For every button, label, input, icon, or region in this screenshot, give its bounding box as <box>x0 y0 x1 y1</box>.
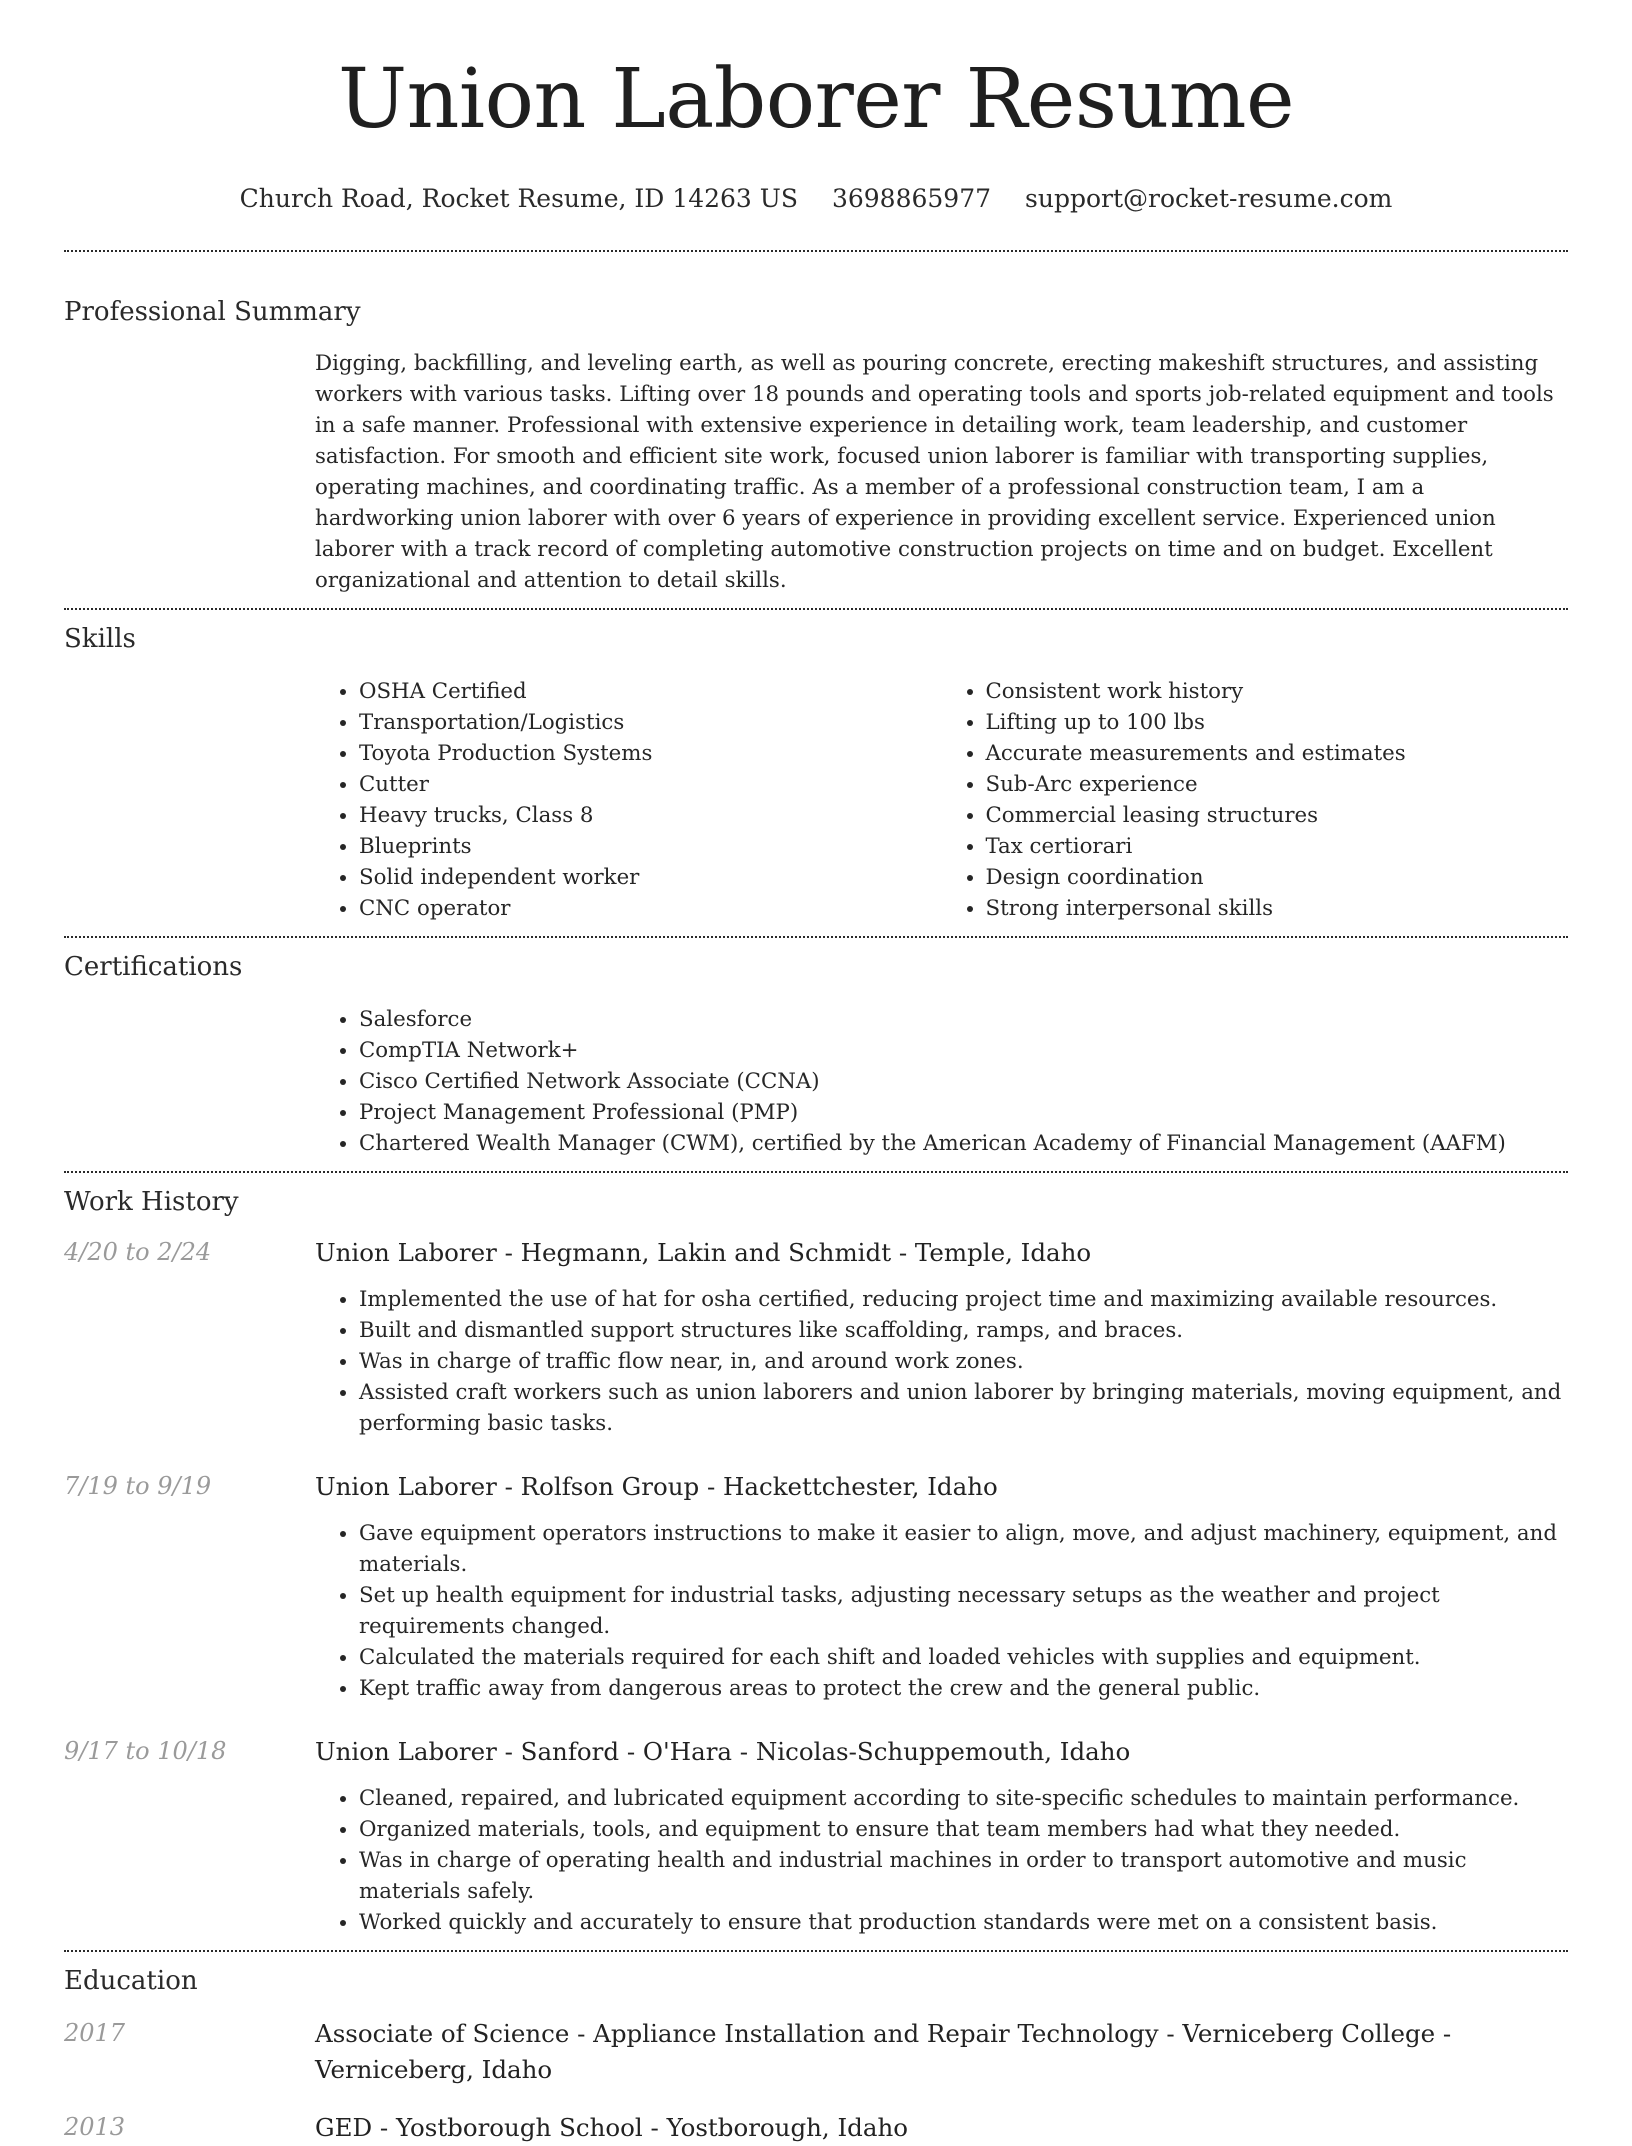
summary-section <box>64 252 1568 596</box>
job-title: Union Laborer - Rolfson Group - Hackettchester, Idaho <box>315 1472 998 1501</box>
job-dates: 4/20 to 2/24 <box>64 1238 212 1266</box>
job-bullet: • Organized materials, tools, and equipment to ensure that team members had what they needed. <box>359 1814 1568 1845</box>
skill-item: • Design coordination <box>986 862 1569 893</box>
certification-item: • Chartered Wealth Manager (CWM), certified by the American Academy of Financial Management (AAFM) <box>359 1128 1568 1159</box>
skill-item: • Heavy trucks, Class 8 <box>359 800 942 831</box>
job-bullet: • Assisted craft workers such as union laborers and union laborer by bringing materials, moving equipment, and performing basic tasks. <box>359 1377 1568 1439</box>
skill-item: • Cutter <box>359 769 942 800</box>
job-bullets <box>315 1518 1568 1704</box>
job-bullet: • Set up health equipment for industrial tasks, adjusting necessary setups as the weather and project requirements changed. <box>359 1580 1568 1642</box>
education-entry <box>64 2016 1568 2088</box>
job-bullet: • Built and dismantled support structures like scaffolding, ramps, and braces. <box>359 1315 1568 1346</box>
job-dates: 7/19 to 9/19 <box>64 1472 212 1500</box>
skills-list-right <box>942 676 1569 924</box>
job-entry <box>64 1235 1568 1439</box>
contact-phone: 3698865977 <box>831 184 992 213</box>
job-details <box>315 1235 1568 1439</box>
skill-item: • OSHA Certified <box>359 676 942 707</box>
education-year: 2013 <box>64 2113 126 2141</box>
skills-section <box>64 610 1568 924</box>
certification-item: • Cisco Certified Network Associate (CCNA) <box>359 1066 1568 1097</box>
certification-item: • CompTIA Network+ <box>359 1035 1568 1066</box>
skill-item: • CNC operator <box>359 893 942 924</box>
education-heading: Education <box>64 1966 198 1996</box>
work-heading: Work History <box>64 1187 239 1217</box>
job-bullet: • Calculated the materials required for each shift and loaded vehicles with supplies and equipment. <box>359 1642 1568 1673</box>
certification-item: • Salesforce <box>359 1004 1568 1035</box>
job-bullet: • Implemented the use of hat for osha certified, reducing project time and maximizing available resources. <box>359 1284 1568 1315</box>
education-title: GED - Yostborough School - Yostborough, Idaho <box>315 2113 908 2142</box>
job-bullet: • Was in charge of operating health and industrial machines in order to transport automotive and music materials safely. <box>359 1845 1568 1907</box>
work-section <box>64 1173 1568 1938</box>
contact-address: Church Road, Rocket Resume, ID 14263 US <box>239 184 798 213</box>
job-entry <box>64 1469 1568 1704</box>
education-section <box>64 1952 1568 2146</box>
education-entries <box>64 2016 1568 2146</box>
job-bullet: • Was in charge of traffic flow near, in, and around work zones. <box>359 1346 1568 1377</box>
job-bullets <box>315 1783 1568 1938</box>
education-entry <box>64 2110 1568 2146</box>
job-bullet: • Gave equipment operators instructions to make it easier to align, move, and adjust machinery, equipment, and materials. <box>359 1518 1568 1580</box>
job-dates: 9/17 to 10/18 <box>64 1737 227 1765</box>
summary-heading: Professional Summary <box>64 297 361 327</box>
skill-item: • Blueprints <box>359 831 942 862</box>
skills-grid <box>315 676 1568 924</box>
certification-item: • Project Management Professional (PMP) <box>359 1097 1568 1128</box>
certifications-section <box>64 938 1568 1159</box>
job-details <box>315 1469 1568 1704</box>
skills-heading: Skills <box>64 624 136 654</box>
skill-item: • Lifting up to 100 lbs <box>986 707 1569 738</box>
job-bullet: • Kept traffic away from dangerous areas to protect the crew and the general public. <box>359 1673 1568 1704</box>
job-bullets <box>315 1284 1568 1439</box>
resume-title: Union Laborer Resume <box>337 52 1295 147</box>
skill-item: • Accurate measurements and estimates <box>986 738 1569 769</box>
summary-text: Digging, backfilling, and leveling earth, as well as pouring concrete, erecting makeshift structures, and assisting workers with various tasks. Lifting over 18 pounds and operating tools and sports job-related equipment and tools in a safe manner. Professional with extensive experience in detailing work, team leadership, and customer satisfaction. For smooth and efficient site work, focused union laborer is familiar with transporting supplies, operating machines, and coordinating traffic. As a member of a professional construction team, I am a hardworking union laborer with over 6 years of experience in providing excellent service. Experienced union laborer with a track record of completing automotive construction projects on time and on budget. Excellent organizational and attention to detail skills. <box>315 351 1554 593</box>
certifications-list <box>315 1004 1568 1159</box>
skill-item: • Transportation/Logistics <box>359 707 942 738</box>
skill-item: • Strong interpersonal skills <box>986 893 1569 924</box>
education-title: Associate of Science - Appliance Installation and Repair Technology - Verniceberg College - Verniceberg, Idaho <box>315 2019 1452 2084</box>
skill-item: • Solid independent worker <box>359 862 942 893</box>
skills-list-left <box>315 676 942 924</box>
work-entries <box>64 1235 1568 1938</box>
job-details <box>315 1734 1568 1938</box>
skill-item: • Commercial leasing structures <box>986 800 1569 831</box>
skill-item: • Tax certiorari <box>986 831 1569 862</box>
job-bullet: • Cleaned, repaired, and lubricated equipment according to site-specific schedules to maintain performance. <box>359 1783 1568 1814</box>
skill-item: • Sub-Arc experience <box>986 769 1569 800</box>
job-entry <box>64 1734 1568 1938</box>
skill-item: • Consistent work history <box>986 676 1569 707</box>
contact-email: support@rocket-resume.com <box>1025 184 1393 213</box>
job-bullet: • Worked quickly and accurately to ensure that production standards were met on a consistent basis. <box>359 1907 1568 1938</box>
education-year: 2017 <box>64 2019 126 2047</box>
job-title: Union Laborer - Hegmann, Lakin and Schmidt - Temple, Idaho <box>315 1238 1092 1267</box>
contact-info <box>64 184 1568 216</box>
certifications-heading: Certifications <box>64 952 243 982</box>
certifications-body <box>315 1004 1568 1159</box>
skill-item: • Toyota Production Systems <box>359 738 942 769</box>
job-title: Union Laborer - Sanford - O'Hara - Nicolas-Schuppemouth, Idaho <box>315 1737 1131 1766</box>
